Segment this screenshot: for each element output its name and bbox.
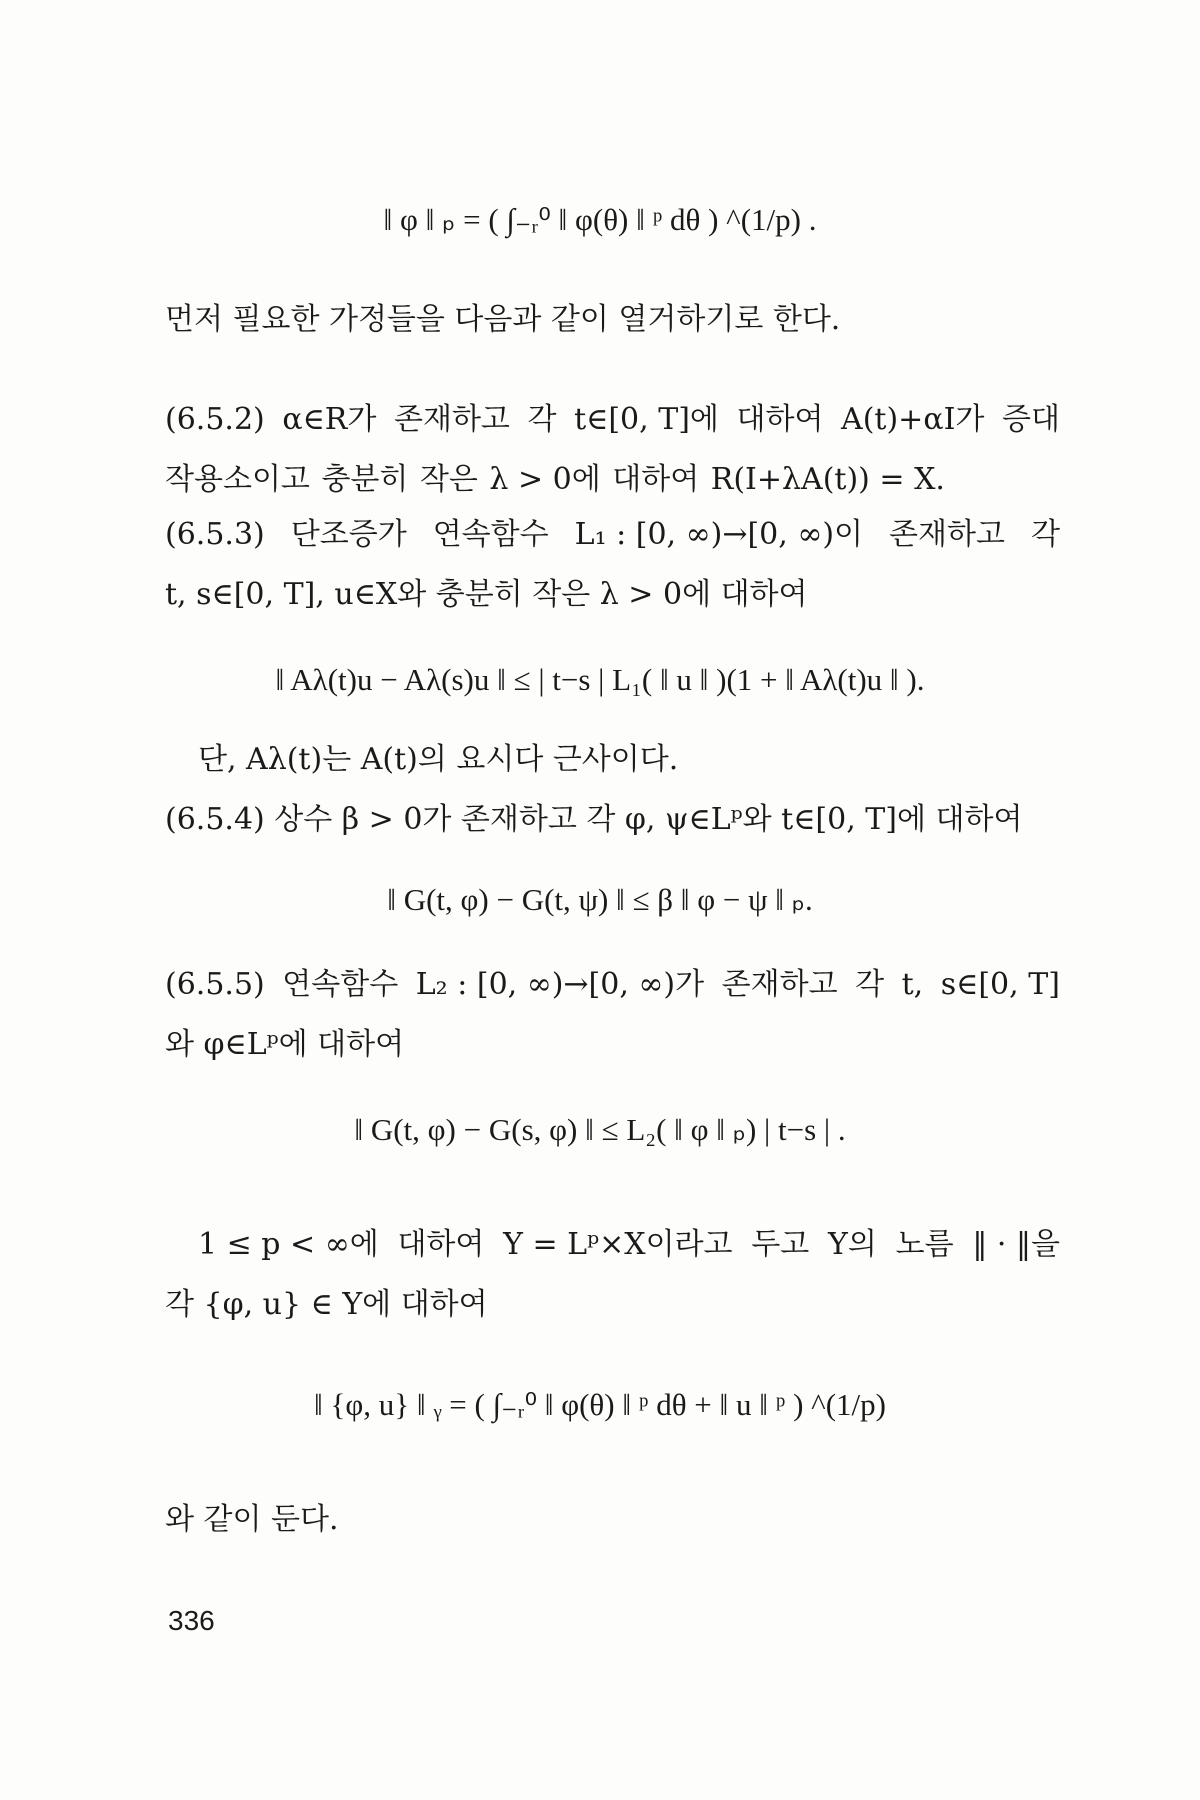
word: 각 (1030, 517, 1060, 552)
word: α∈R가 (282, 402, 377, 437)
word: 존재하고 (721, 967, 838, 1002)
assumption-653-line2: t, s∈[0, T], u∈X와 충분히 작은 λ > 0에 대하여 (165, 577, 808, 612)
word: L₁ : [0, ∞)→[0, ∞)이 (574, 517, 864, 552)
word: t∈[0, T]에 (574, 402, 719, 437)
word: 1 ≤ p < ∞에 (198, 1227, 379, 1262)
formula-norm-p: ‖ φ ‖ ₚ = ( ∫₋ᵣ⁰ ‖ φ(θ) ‖ ᵖ dθ ) ^(1/p) . (383, 202, 817, 237)
assumption-652-line2 (165, 460, 945, 500)
page-number: 336 (168, 1605, 215, 1636)
word: 대하여 (397, 1227, 485, 1262)
word: Y = Lᵖ×X이라고 (503, 1227, 733, 1262)
word: 단조증가 (290, 517, 407, 552)
assumption-652-line1 (165, 400, 1060, 440)
word: Y의 (828, 1227, 877, 1262)
intro-text: 먼저 필요한 가정들을 다음과 같이 열거하기로 한다. (165, 302, 841, 337)
assumption-655-formula: ‖ G(t, φ) − G(s, φ) ‖ ≤ L₂( ‖ φ ‖ ₚ) | t−s | . (354, 1112, 846, 1147)
word: (6.5.5) (165, 967, 265, 1002)
word: 증대 (1002, 402, 1060, 437)
word: s∈[0, T] (940, 967, 1060, 1002)
assumption-653-formula: ‖ Aλ(t)u − Aλ(s)u ‖ ≤ | t−s | L₁( ‖ u ‖ )(1 + ‖ Aλ(t)u ‖ ). (275, 662, 925, 697)
word: 존재하고 (393, 402, 510, 437)
word: 연속함수 (282, 967, 399, 1002)
word: 대하여 (612, 462, 700, 497)
word: 작은 (419, 462, 478, 497)
word: 각 (855, 967, 885, 1002)
word: L₂ : [0, ∞)→[0, ∞)가 (415, 967, 705, 1002)
word: λ > 0에 (489, 462, 601, 497)
word: 각 (527, 402, 557, 437)
assumption-655-line2: 와 φ∈Lᵖ에 대하여 (165, 1027, 405, 1062)
word: A(t)+αI가 (841, 402, 985, 437)
word: t, (901, 967, 924, 1002)
word: 연속함수 (432, 517, 549, 552)
word: 존재하고 (889, 517, 1005, 552)
word: 작용소이고 (165, 462, 310, 497)
assumption-653-line1 (165, 515, 1060, 555)
norm-def-formula: ‖ {φ, u} ‖ ᵧ = ( ∫₋ᵣ⁰ ‖ φ(θ) ‖ ᵖ dθ + ‖ u ‖ ᵖ ) ^(1/p) (314, 1387, 886, 1422)
word: 두고 (751, 1227, 810, 1262)
word: 대하여 (736, 402, 824, 437)
word: R(I+λA(t)) = X. (710, 462, 945, 497)
assumption-654-formula: ‖ G(t, φ) − G(t, ψ) ‖ ≤ β ‖ φ − ψ ‖ ₚ. (387, 882, 813, 917)
word: 노름 (895, 1227, 954, 1262)
norm-def-line1 (198, 1225, 1060, 1265)
norm-def-line2: 각 {φ, u} ∈ Y에 대하여 (165, 1287, 488, 1322)
word: 충분히 (321, 462, 409, 497)
word: (6.5.3) (165, 517, 265, 552)
norm-def-closing: 와 같이 둔다. (165, 1502, 339, 1537)
word: ‖ · ‖을 (972, 1227, 1060, 1262)
assumption-653-note: 단, Aλ(t)는 A(t)의 요시다 근사이다. (198, 742, 679, 777)
assumption-655-line1 (165, 965, 1060, 1005)
word: (6.5.2) (165, 402, 265, 437)
assumption-654-line1: (6.5.4) 상수 β > 0가 존재하고 각 φ, ψ∈Lᵖ와 t∈[0, T]에 대하여 (165, 802, 1023, 837)
